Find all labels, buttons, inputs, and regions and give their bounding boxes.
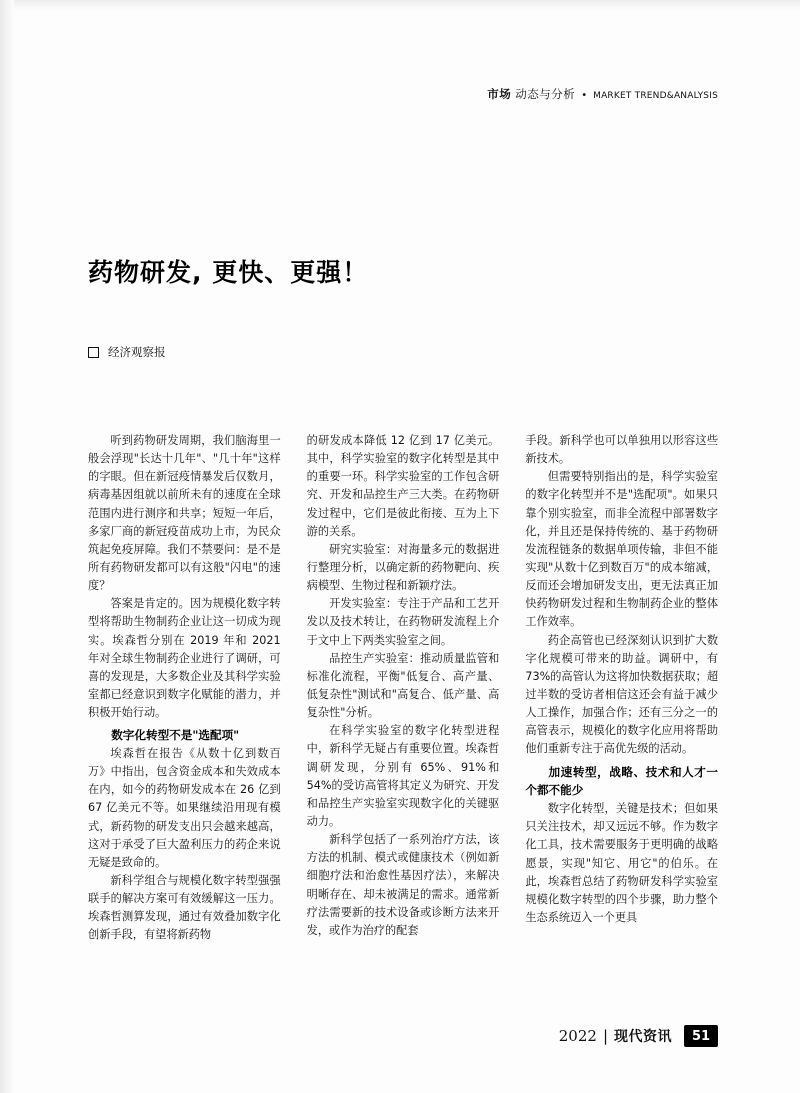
paragraph: 手段。新科学也可以单独用以形容这些新技术。 (525, 434, 719, 466)
header-section-bold: 市场 (487, 87, 512, 101)
paragraph: 数字化转型，关键是技术；但如果只关注技术，却又远远不够。作为数字化工具，技术需要服务于更明确的战略愿景，实现"知它、用它"的伯乐。在此，埃森哲总结了药物研发科学实验室规模化数字转型的四个步骤，助力整个生态系统迈入一个更具 (525, 802, 719, 924)
paragraph: 开发实验室：专注于产品和工艺开发以及技术转让，在药物研发流程上介于文中上下两类实验室之间。 (306, 597, 500, 647)
subheading: 加速转型，战略、技术和人才一个都不能少 (525, 764, 719, 798)
paragraph: 在科学实验室的数字化转型进程中，新科学无疑占有重要位置。埃森哲调研发现，分别有 65%、91%和 54%的受访高管将其定义为研究、开发和品控生产实验室实现数字化的关键驱动力。 (306, 724, 500, 828)
paragraph: 埃森哲在报告《从数十亿到数百万》中指出，包含资金成本和失效成本在内，如今的药物研发成本在 26 亿到 67 亿美元不等。如果继续沿用现有模式，新药物的研发支出只会越来越高，这对于承受了巨大盈利压力的药企来说无疑是致命的。 (88, 747, 281, 869)
page-edge-shadow-top (0, 0, 800, 10)
paragraph: 新科学组合与规模化数字转型强强联手的解决方案可有效缓解这一压力。埃森哲测算发现，通过有效叠加数字化创新手段，有望将新药物 (88, 874, 281, 942)
running-header (487, 86, 718, 102)
page-footer (559, 1025, 718, 1047)
footer-magazine-name: 现代资讯 (614, 1029, 672, 1045)
page-edge-shadow-left (0, 0, 14, 1093)
paragraph: 答案是肯定的。因为规模化数字转型将帮助生物制药企业让这一切成为现实。埃森哲分别在 2019 年和 2021 年对全球生物制药企业进行了调研，可喜的发现是，大多数企业及其科学实验室都已经意识到数字化赋能的潜力，并积极开始行动。 (88, 597, 281, 720)
paragraph: 新科学包括了一系列治疗方法，该方法的机制、模式或健康技术（例如新细胞疗法和治愈性基因疗法），来解决明晰存在、却未被满足的需求。通常新疗法需要新的技术设备或诊断方法来开发，或作为治疗的配套 (306, 833, 500, 937)
header-separator-dot: • (581, 90, 588, 101)
square-bullet-icon (88, 347, 99, 358)
paragraph: 的研发成本降低 12 亿到 17 亿美元。其中，科学实验室的数字化转型是其中的重要一环。科学实验室的工作包含研究、开发和品控生产三大类。在药物研发过程中，它们是彼此衔接、互为上下游的关系。 (306, 434, 500, 538)
header-section-label: 动态与分析 (515, 87, 576, 101)
paragraph: 但需要特别指出的是，科学实验室的数字化转型并不是"选配项"。如果只靠个别实验室，而非全流程中部署数字化，并且还是保持传统的、基于药物研发流程链条的数据单项传输，非但不能实现"从数十亿到数百万"的成本缩减，反而还会增加研发支出，更无法真正加快药物研发过程和生物制药企业的整体工作效率。 (525, 470, 719, 629)
paragraph: 药企高管也已经深刻认识到扩大数字化规模可带来的助益。调研中，有 73%的高管认为这将加快数据获取；超过半数的受访者相信这还会有益于减少人工操作，加强合作；还有三分之一的高管表示，规模化的数字化应用将帮助他们重新专注于高优先级的活动。 (525, 633, 719, 756)
byline-source: 经济观察报 (108, 345, 166, 359)
column-2 (307, 432, 500, 945)
paragraph: 听到药物研发周期，我们脑海里一般会浮现"长达十几年"、"几十年"这样的字眼。但在新冠疫情暴发后仅数月，病毒基因组就以前所未有的速度在全球范围内进行测序和共享；短短一年后，多家厂商的新冠疫苗成功上市，为民众筑起免疫屏障。我们不禁要问：是不是所有药物研发都可以有这般"闪电"的速度？ (88, 434, 281, 593)
article-body (88, 432, 718, 945)
page-number: 51 (684, 1025, 718, 1047)
byline (88, 344, 166, 360)
column-1 (88, 432, 281, 945)
footer-year: 2022 (558, 1027, 597, 1045)
header-section-english: MARKET TREND&ANALYSIS (593, 91, 718, 101)
paragraph: 品控生产实验室：推动质量监管和标准化流程，平衡"低复合、高产量、低复杂性"测试和"高复合、低产量、高复杂性"分析。 (306, 651, 500, 720)
column-3 (525, 432, 718, 945)
page-title: 药物研发, 更快、更强！ (88, 257, 369, 287)
footer-separator: | (602, 1027, 608, 1045)
paragraph: 研究实验室：对海量多元的数据进行整理分析，以确定新的药物靶向、疾病模型、生物过程和新颖疗法。 (306, 542, 500, 593)
subheading: 数字化转型不是"选配项" (111, 728, 240, 743)
